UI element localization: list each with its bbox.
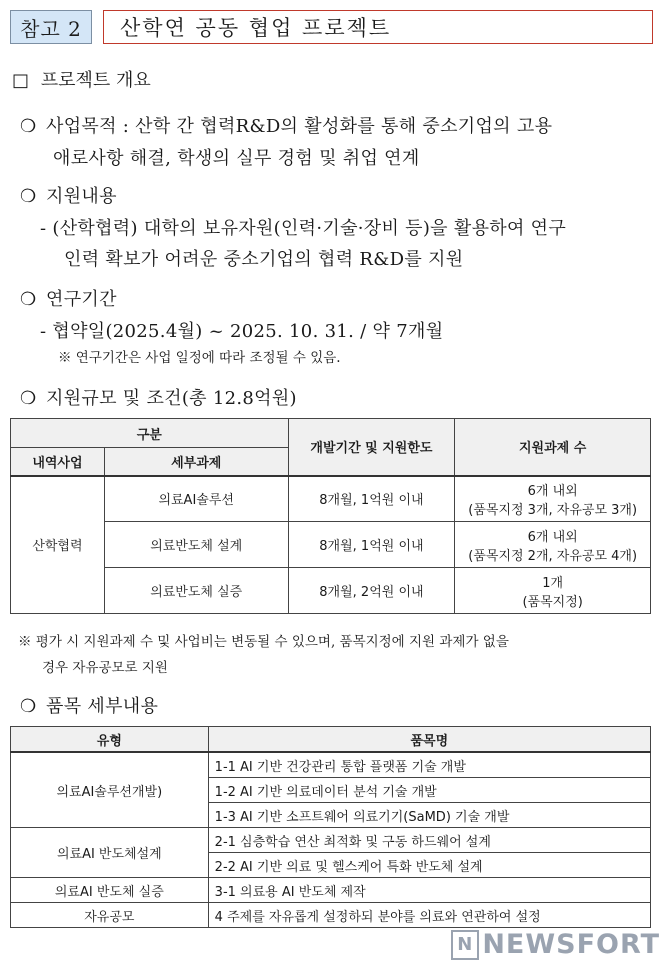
table-row	[11, 568, 651, 614]
scale-heading	[20, 384, 297, 410]
program-cell: 산학협력	[11, 476, 105, 614]
purpose-line-2: 애로사항 해결, 학생의 실무 경험 및 취업 연계	[53, 148, 420, 169]
type-cell: 의료AI솔루션개발)	[11, 752, 209, 828]
header-count: 지원과제 수	[455, 419, 651, 476]
circle-bullet-icon: ❍	[20, 186, 37, 207]
table-note-line-1: ※ 평가 시 지원과제 수 및 사업비는 변동될 수 있으며, 품목지정에 지원 과제가 없을	[18, 634, 509, 650]
support-scale-table	[10, 418, 651, 614]
type-cell: 의료AI 반도체 실증	[11, 878, 209, 903]
header-group: 구분	[11, 419, 289, 448]
table-header-row	[11, 419, 651, 448]
table-row	[11, 903, 651, 928]
item-cell: 1-3 AI 기반 소프트웨어 의료기기(SaMD) 기술 개발	[208, 803, 650, 828]
count-detail: (품목지정)	[522, 594, 583, 610]
checkbox-square-icon: □	[12, 70, 30, 91]
count-main: 6개 내외	[527, 483, 578, 499]
period-cell: 8개월, 1억원 이내	[288, 476, 455, 522]
reference-label: 참고 2	[20, 16, 82, 41]
subtask-cell: 의료반도체 설계	[104, 522, 288, 568]
type-cell: 의료AI 반도체설계	[11, 828, 209, 878]
newsfort-watermark	[451, 929, 660, 960]
scale-heading-text: 지원규모 및 조건(총 12.8억원)	[46, 388, 297, 409]
header-item-name: 품목명	[208, 727, 650, 753]
period-cell: 8개월, 2억원 이내	[288, 568, 455, 614]
item-cell: 1-1 AI 기반 건강관리 통합 플랫폼 기술 개발	[208, 752, 650, 778]
support-heading	[20, 182, 117, 208]
watermark-text: NEWSFORT	[482, 929, 660, 960]
purpose-text-1: 사업목적 : 산학 간 협력R&D의 활성화를 통해 중소기업의 고용	[46, 116, 553, 137]
table-header-row	[11, 727, 651, 753]
item-cell: 1-2 AI 기반 의료데이터 분석 기술 개발	[208, 778, 650, 803]
subtask-cell: 의료AI솔루션	[104, 476, 288, 522]
item-cell: 3-1 의료용 AI 반도체 제작	[208, 878, 650, 903]
count-cell	[455, 568, 651, 614]
table-row	[11, 522, 651, 568]
items-heading-text: 품목 세부내용	[46, 696, 159, 717]
count-main: 1개	[542, 575, 564, 591]
page-title: 산학연 공동 협업 프로젝트	[120, 16, 392, 40]
section-heading-text: 프로젝트 개요	[40, 70, 151, 91]
period-heading-text: 연구기간	[46, 289, 117, 310]
type-cell: 자유공모	[11, 903, 209, 928]
support-heading-text: 지원내용	[46, 186, 117, 207]
circle-bullet-icon: ❍	[20, 696, 37, 717]
page-title-box	[103, 10, 653, 44]
newsfort-logo-icon: N	[451, 930, 479, 960]
item-cell: 4 주제를 자유롭게 설정하되 분야를 의료와 연관하여 설정	[208, 903, 650, 928]
count-main: 6개 내외	[527, 529, 578, 545]
support-line-2: 인력 확보가 어려운 중소기업의 협력 R&D를 지원	[64, 249, 464, 270]
count-cell	[455, 476, 651, 522]
period-heading	[20, 285, 117, 311]
item-cell: 2-1 심층학습 연산 최적화 및 구동 하드웨어 설계	[208, 828, 650, 853]
header-program: 내역사업	[11, 448, 105, 476]
circle-bullet-icon: ❍	[20, 289, 37, 310]
header-period: 개발기간 및 지원한도	[288, 419, 455, 476]
table-row	[11, 878, 651, 903]
item-cell: 2-2 AI 기반 의료 및 헬스케어 특화 반도체 설계	[208, 853, 650, 878]
table-row	[11, 828, 651, 853]
section-heading	[12, 66, 151, 92]
header-subtask: 세부과제	[104, 448, 288, 476]
period-cell: 8개월, 1억원 이내	[288, 522, 455, 568]
subtask-cell: 의료반도체 실증	[104, 568, 288, 614]
count-detail: (품목지정 2개, 자유공모 4개)	[468, 548, 638, 564]
support-line-1: - (산학협력) 대학의 보유자원(인력·기술·장비 등)을 활용하여 연구	[40, 218, 567, 239]
period-note: ※ 연구기간은 사업 일정에 따라 조정될 수 있음.	[58, 350, 341, 366]
reference-badge	[10, 10, 92, 44]
purpose-line-1	[20, 112, 552, 138]
table-note-line-2: 경우 자유공모로 지원	[42, 660, 168, 676]
table-row	[11, 476, 651, 522]
table-row	[11, 752, 651, 778]
count-detail: (품목지정 3개, 자유공모 3개)	[468, 502, 638, 518]
circle-bullet-icon: ❍	[20, 116, 37, 137]
count-cell	[455, 522, 651, 568]
period-line-1: - 협약일(2025.4월) ~ 2025. 10. 31. / 약 7개월	[40, 321, 444, 342]
item-details-table	[10, 726, 651, 928]
header-type: 유형	[11, 727, 209, 753]
items-heading	[20, 692, 158, 718]
circle-bullet-icon: ❍	[20, 388, 37, 409]
